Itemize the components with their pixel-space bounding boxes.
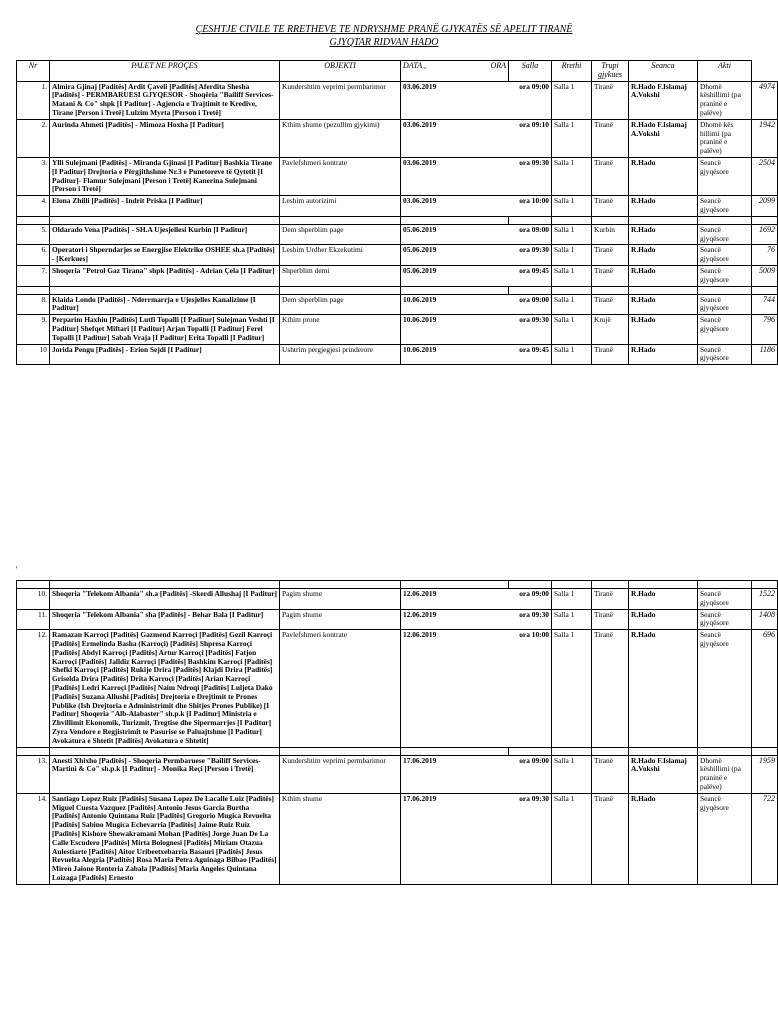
session-cell: Seancë gjyqësore — [698, 609, 752, 630]
spacer-cell — [698, 581, 752, 589]
parties-cell: Almira Gjinaj [Paditës] Ardit Çaveli [Paditës] Aferdita Shesha [Paditës] - PERMBARUESI GJYQESOR - Shoqëria "Bailiff Services-Matani & Co" shpk [I Paditur] - Agjencia e Trajtimit te Kredive, Tirane [Person i Tretë] Lulzim Myrta [Person i Tretë] — [50, 81, 280, 119]
table-row — [17, 245, 778, 266]
spacer-row — [17, 581, 778, 589]
spacer-cell — [280, 216, 401, 224]
act-number-cell: 2099 — [752, 196, 778, 217]
col-header-trupi: Trupi gjykues — [592, 61, 629, 82]
spacer-cell — [509, 216, 552, 224]
spacer-cell — [50, 216, 280, 224]
date-time-cell — [401, 196, 552, 217]
table-row — [17, 196, 778, 217]
district-cell: Tiranë — [592, 245, 629, 266]
district-cell: Tiranë — [592, 196, 629, 217]
hearing-date: 03.06.2019 — [403, 157, 437, 167]
panel-cell: R.Hado — [629, 224, 698, 245]
document-title: ÇESHTJE CIVILE TE RRETHEVE TE NDRYSHME PRANË GJYKATËS SË APELIT TIRANË — [195, 24, 573, 35]
spacer-row — [17, 216, 778, 224]
spacer-cell — [552, 286, 592, 294]
table-row — [17, 589, 778, 610]
panel-cell: R.Hado F.Islamaj A.Vokshi — [629, 81, 698, 119]
session-cell: Dhomë kës hillimi (pa praninë e palëve) — [698, 119, 752, 157]
table-row — [17, 793, 778, 884]
session-cell: Seancë gjyqësore — [698, 344, 752, 365]
hearing-time: ora 09:00 — [519, 294, 549, 304]
parties-cell: Perparim Haxhiu [Paditës] Lutfi Topalli [I Paditur] Sulejman Veshti [I Paditur] Shefqet Miftari [I Paditur] Arjan Topalli [I Paditur] Ferel Topalli [I Paditur] Sabah Vraja [I Paditur] Erita Topalli [I Paditur] — [50, 315, 280, 344]
district-cell: Tiranë — [592, 344, 629, 365]
session-cell: Seancë gjyqësore — [698, 245, 752, 266]
act-number-cell: 744 — [752, 294, 778, 315]
district-cell: Tiranë — [592, 755, 629, 793]
act-number-cell: 5009 — [752, 265, 778, 286]
hearing-date: 05.06.2019 — [403, 265, 437, 275]
room-cell: Salla 1 — [552, 755, 592, 793]
hearing-date: 03.06.2019 — [403, 81, 437, 91]
date-time-cell — [401, 265, 552, 286]
hearings-table-2 — [16, 580, 778, 885]
room-cell: Salla 1 — [552, 609, 592, 630]
spacer-cell — [50, 747, 280, 755]
session-cell: Seancë gjyqësore — [698, 315, 752, 344]
hearing-date: 05.06.2019 — [403, 245, 437, 255]
hearing-time: ora 10:00 — [519, 630, 549, 640]
table-row — [17, 224, 778, 245]
act-number-cell: 796 — [752, 315, 778, 344]
act-number-cell: 2504 — [752, 157, 778, 195]
date-time-cell — [401, 630, 552, 747]
spacer-cell — [752, 581, 778, 589]
room-cell: Salla 1 — [552, 119, 592, 157]
district-cell: Tiranë — [592, 294, 629, 315]
spacer-row — [17, 747, 778, 755]
table-header-row — [17, 61, 778, 82]
session-cell: Seancë gjyqësore — [698, 294, 752, 315]
date-time-cell — [401, 224, 552, 245]
object-cell: Leshim Urdher Ekzekutimi — [280, 245, 401, 266]
case-number: 4. — [17, 196, 50, 217]
col-header-nr: Nr — [17, 61, 50, 82]
object-cell: Kthim shume (pezullim gjykimi) — [280, 119, 401, 157]
panel-cell: R.Hado — [629, 245, 698, 266]
hearing-time: ora 09:30 — [519, 245, 549, 255]
room-cell: Salla 1 — [552, 265, 592, 286]
hearing-time: ora 09:45 — [519, 265, 549, 275]
spacer-cell — [698, 286, 752, 294]
spacer-cell — [401, 286, 509, 294]
session-cell: Seancë gjyqësore — [698, 224, 752, 245]
spacer-cell — [629, 216, 698, 224]
act-number-cell: 76 — [752, 245, 778, 266]
date-time-cell — [401, 245, 552, 266]
spacer-cell — [50, 286, 280, 294]
hearing-date: 12.06.2019 — [403, 630, 437, 640]
spacer-cell — [752, 286, 778, 294]
hearing-time: ora 09:30 — [519, 315, 549, 325]
parties-cell: Shoqeria "Telekom Albania" sha [Paditës] - Behar Bala [I Paditur] — [50, 609, 280, 630]
case-number: 9. — [17, 315, 50, 344]
panel-cell: R.Hado — [629, 630, 698, 747]
session-cell: Seancë gjyqësore — [698, 630, 752, 747]
panel-cell: R.Hado — [629, 609, 698, 630]
room-cell: Salla 1 — [552, 630, 592, 747]
hearing-time: ora 09:30 — [519, 609, 549, 619]
date-time-cell — [401, 609, 552, 630]
case-number: 12. — [17, 630, 50, 747]
room-cell: Salla 1 — [552, 344, 592, 365]
room-cell: Salla 1 — [552, 81, 592, 119]
col-header-akti: Akti — [698, 61, 752, 82]
parties-cell: Shoqeria "Petrol Gaz Tirana" shpk [Paditës] - Adrian Çela [I Paditur] — [50, 265, 280, 286]
spacer-cell — [17, 286, 50, 294]
act-number-cell: 4974 — [752, 81, 778, 119]
parties-cell: Jorida Pengu [Paditës] - Erion Sejdi [I Paditur] — [50, 344, 280, 365]
parties-cell: Santiago Lopez Ruiz [Paditës] Susana Lopez De Lacalle Luiz [Paditës] Miguel Cuesta Vazquez [Paditës] Antonio Jesus Garcia Burtha [Paditës] Antonio Quintana Ruiz [Paditës] Gregorio Mugica Revuelta [Paditës] Sabino Mugica Echevarria [Paditës] Jaime Ruiz Ruiz [Paditës] Kishore Shewakramani Mohan [Paditës] Jorge Juan De La Calle Escudero [Paditës] Mirta Bolognesi [Paditës] Miriam Otazua Aulestiarte [Paditës] Aitor Uribeetxebarria Basauri [Paditës] Jesus Revuelta Alegria [Paditës] Rosa Maria Petra Aguinaga Bilbao [Paditës] Miren Jaione Renteria Zabala [Paditës] Maria Angeles Quintana Loizaga [Paditës] Ernesto — [50, 793, 280, 884]
date-time-cell — [401, 755, 552, 793]
room-cell: Salla 1 — [552, 245, 592, 266]
hearing-date: 17.06.2019 — [403, 793, 437, 803]
date-time-cell — [401, 81, 552, 119]
act-number-cell: 722 — [752, 793, 778, 884]
panel-cell: R.Hado — [629, 589, 698, 610]
room-cell: Salla 1 — [552, 294, 592, 315]
date-time-cell — [401, 294, 552, 315]
spacer-cell — [280, 581, 401, 589]
table-row — [17, 609, 778, 630]
session-cell: Seancë gjyqësore — [698, 265, 752, 286]
panel-cell: R.Hado — [629, 157, 698, 195]
date-time-cell — [401, 157, 552, 195]
case-number: 5. — [17, 224, 50, 245]
judge-title: GJYQTAR RIDVAN HADO — [329, 37, 439, 48]
case-number: 13. — [17, 755, 50, 793]
hearing-time: ora 09:30 — [519, 157, 549, 167]
object-cell: Pavlefshmeri kontrate — [280, 630, 401, 747]
spacer-cell — [629, 747, 698, 755]
district-cell: Tiranë — [592, 793, 629, 884]
hearing-date: 17.06.2019 — [403, 755, 437, 765]
hearings-table-1 — [16, 60, 778, 365]
col-header-palet: PALET NE PROÇES — [50, 61, 280, 82]
district-cell: Tiranë — [592, 119, 629, 157]
date-time-cell — [401, 315, 552, 344]
hearing-date: 10.06.2019 — [403, 315, 437, 325]
district-cell: Kurbin — [592, 224, 629, 245]
district-cell: Tiranë — [592, 609, 629, 630]
hearing-date: 12.06.2019 — [403, 589, 437, 598]
hearing-time: ora 09:00 — [519, 224, 549, 234]
date-time-cell — [401, 589, 552, 610]
room-cell: Salla 1 — [552, 196, 592, 217]
room-cell: Salla 1 — [552, 589, 592, 610]
spacer-cell — [552, 581, 592, 589]
parties-cell: Shoqeria "Telekom Albania" sh.a [Paditës] -Skerdi Allushaj [I Paditur] — [50, 589, 280, 610]
table-row — [17, 157, 778, 195]
col-header-seanca: Seanca — [629, 61, 698, 82]
col-header-salla: Salla — [509, 61, 552, 82]
spacer-cell — [509, 747, 552, 755]
hearing-date: 05.06.2019 — [403, 224, 437, 234]
date-time-cell — [401, 793, 552, 884]
spacer-cell — [752, 216, 778, 224]
col-header-data-ora: DATA , ORA — [401, 61, 509, 82]
case-number: 2. — [17, 119, 50, 157]
case-number: 7. — [17, 265, 50, 286]
spacer-cell — [698, 216, 752, 224]
col-header-objekti: OBJEKTI — [280, 61, 401, 82]
parties-cell: Oldarado Vena [Paditës] - SH.A Ujesjellesi Kurbin [I Paditur] — [50, 224, 280, 245]
spacer-cell — [509, 286, 552, 294]
object-cell: Pagim shume — [280, 589, 401, 610]
spacer-cell — [752, 747, 778, 755]
separator-mark: ' — [16, 565, 18, 574]
session-cell: Dhomë këshillimi (pa praninë e palëve) — [698, 755, 752, 793]
object-cell: Shperblim demi — [280, 265, 401, 286]
spacer-cell — [401, 216, 509, 224]
panel-cell: R.Hado — [629, 793, 698, 884]
object-cell: Kthim prone — [280, 315, 401, 344]
table-row — [17, 265, 778, 286]
panel-cell: R.Hado F.Islamaj A.Vokshi — [629, 119, 698, 157]
district-cell: Tiranë — [592, 589, 629, 610]
date-time-cell — [401, 344, 552, 365]
spacer-cell — [17, 216, 50, 224]
panel-cell: R.Hado — [629, 196, 698, 217]
hearing-time: ora 09:30 — [519, 793, 549, 803]
parties-cell: Elona Zhilli [Paditës] - Indrit Priska [I Paditur] — [50, 196, 280, 217]
case-number: 1. — [17, 81, 50, 119]
panel-cell: R.Hado — [629, 294, 698, 315]
parties-cell: Ramazan Karroçi [Paditës] Gazmend Karroçi [Paditës] Gezil Karroçi [Paditës] Ermelinda Basha (Karroçi) [Paditës] Shpresa Karroçi [Paditës] Abdyl Karroçi [Paditës] Artur Karroçi [Paditës] Fatjon Karroçi [Paditës] Jalldiz Karroçi [Paditës] Bashkim Karroçi [Paditës] Shefki Karroçi [Paditës] Rukije Drira [Paditës] Klajdi Drira [Paditës] Griselda Drira [Paditës] Drita Karroçi [Paditës] Arian Karroçi [Paditës] Ledri Karroçi [Paditës] Naim Ndroqi [Paditës] Luljeta Dako [Paditës] Suzana Allushi [Paditës] Drejtoria e Drejtimit te Prones Publike (Ish Drejtoria e Administrimit dhe Shitjes Prones Publike) [I Paditur] Shoqeria "Alb-Alabaster" sh.p.k [I Paditur] Ministria e Zhvillimit Ekonomik, Turizmit, Tregtise dhe Sipermarrjes [I Paditur] Zyra Vendore e Regjistrimit te Pasurise se Paluajtshme [I Paditur] Avokatura e Shtetit [Paditës] Avokatura e Shtetit] — [50, 630, 280, 747]
session-cell: Dhomë këshillimi (pa praninë e palëve) — [698, 81, 752, 119]
parties-cell: Ylli Sulejmani [Paditës] - Miranda Gjinasi [I Paditur] Bashkia Tirane [I Paditur] Drejtoria e Përgjithshme Nr.3 e Punetoreve të Qytetit [I Paditur]- Flamur Sulejmani [Person i Tretë] Kanerina Sulejmani [Person i Tretë] — [50, 157, 280, 195]
room-cell: Salla 1 — [552, 793, 592, 884]
spacer-cell — [401, 581, 509, 589]
room-cell: Salla 1 — [552, 157, 592, 195]
panel-cell: R.Hado — [629, 315, 698, 344]
room-cell: Salla 1 — [552, 315, 592, 344]
act-number-cell: 1186 — [752, 344, 778, 365]
case-number: 10. — [17, 589, 50, 610]
spacer-cell — [698, 747, 752, 755]
object-cell: Dem shperblim page — [280, 294, 401, 315]
spacer-cell — [592, 747, 629, 755]
spacer-cell — [50, 581, 280, 589]
session-cell: Seancë gjyqësore — [698, 589, 752, 610]
panel-cell: R.Hado — [629, 344, 698, 365]
spacer-cell — [629, 581, 698, 589]
session-cell: Seancë gjyqësore — [698, 196, 752, 217]
date-time-cell — [401, 119, 552, 157]
hearing-time: ora 09:00 — [519, 81, 549, 91]
district-cell: Tiranë — [592, 157, 629, 195]
case-number: 6. — [17, 245, 50, 266]
spacer-cell — [509, 581, 552, 589]
table-body-2 — [17, 581, 778, 885]
spacer-cell — [552, 747, 592, 755]
act-number-cell: 1408 — [752, 609, 778, 630]
hearing-date: 12.06.2019 — [403, 609, 437, 619]
spacer-cell — [629, 286, 698, 294]
case-number: 8. — [17, 294, 50, 315]
spacer-cell — [401, 747, 509, 755]
hearing-time: ora 09:00 — [519, 589, 549, 598]
act-number-cell: 1692 — [752, 224, 778, 245]
table-row — [17, 294, 778, 315]
hearing-date: 10.06.2019 — [403, 294, 437, 304]
spacer-cell — [280, 747, 401, 755]
object-cell: Pavlefshmeri kontrate — [280, 157, 401, 195]
spacer-cell — [592, 286, 629, 294]
object-cell: Kundershtim veprimi permbarimor — [280, 755, 401, 793]
hearing-time: ora 10:00 — [519, 196, 549, 206]
session-cell: Seancë gjyqësore — [698, 157, 752, 195]
act-number-cell: 1522 — [752, 589, 778, 610]
parties-cell: Anesti Xhixho [Paditës] - Shoqeria Permbaruese "Bailiff Services-Martini & Co" sh.p.k [I Paditur] - Monika Reçi [Person i Tretë] — [50, 755, 280, 793]
object-cell: Dem shperblim page — [280, 224, 401, 245]
case-number: 11. — [17, 609, 50, 630]
parties-cell: Klaida Londo [Paditës] - Nderrmarrja e Ujesjelles Kanalizime [I Paditur] — [50, 294, 280, 315]
district-cell: Tiranë — [592, 630, 629, 747]
parties-cell: Aurinda Ahmeti [Paditës] - Mimoza Hoxha [I Paditur] — [50, 119, 280, 157]
case-number: 10 — [17, 344, 50, 365]
hearing-date: 10.06.2019 — [403, 344, 437, 354]
table-row — [17, 344, 778, 365]
col-header-rrethi: Rrethi — [552, 61, 592, 82]
district-cell: Tiranë — [592, 81, 629, 119]
object-cell: Pagim shume — [280, 609, 401, 630]
table-row — [17, 755, 778, 793]
table-body-1 — [17, 81, 778, 365]
object-cell: Ushtrim pergjegjesi prinderore — [280, 344, 401, 365]
parties-cell: Operatori i Shperndarjes se Energjise Elektrike OSHEE sh.a [Paditës] - [Kerkues] — [50, 245, 280, 266]
object-cell: Leshim autorizimi — [280, 196, 401, 217]
room-cell: Salla 1 — [552, 224, 592, 245]
object-cell: Kundershtim veprimi permbarimor — [280, 81, 401, 119]
hearing-date: 03.06.2019 — [403, 119, 437, 129]
district-cell: Tiranë — [592, 265, 629, 286]
object-cell: Kthim shume — [280, 793, 401, 884]
spacer-cell — [552, 216, 592, 224]
session-cell: Seancë gjyqësore — [698, 793, 752, 884]
hearing-time: ora 09:00 — [519, 755, 549, 765]
panel-cell: R.Hado F.Islamaj A.Vokshi — [629, 755, 698, 793]
act-number-cell: 696 — [752, 630, 778, 747]
table-row — [17, 315, 778, 344]
spacer-cell — [17, 747, 50, 755]
district-cell: Krujë — [592, 315, 629, 344]
spacer-cell — [592, 216, 629, 224]
act-number-cell: 1942 — [752, 119, 778, 157]
spacer-cell — [280, 286, 401, 294]
table-row — [17, 630, 778, 747]
act-number-cell: 1959 — [752, 755, 778, 793]
spacer-row — [17, 286, 778, 294]
table-row — [17, 81, 778, 119]
panel-cell: R.Hado — [629, 265, 698, 286]
spacer-cell — [17, 581, 50, 589]
hearing-time: ora 09:45 — [519, 344, 549, 354]
case-number: 14. — [17, 793, 50, 884]
hearing-time: ora 09:10 — [519, 119, 549, 129]
case-number: 3. — [17, 157, 50, 195]
hearing-date: 03.06.2019 — [403, 196, 437, 206]
spacer-cell — [592, 581, 629, 589]
table-row — [17, 119, 778, 157]
